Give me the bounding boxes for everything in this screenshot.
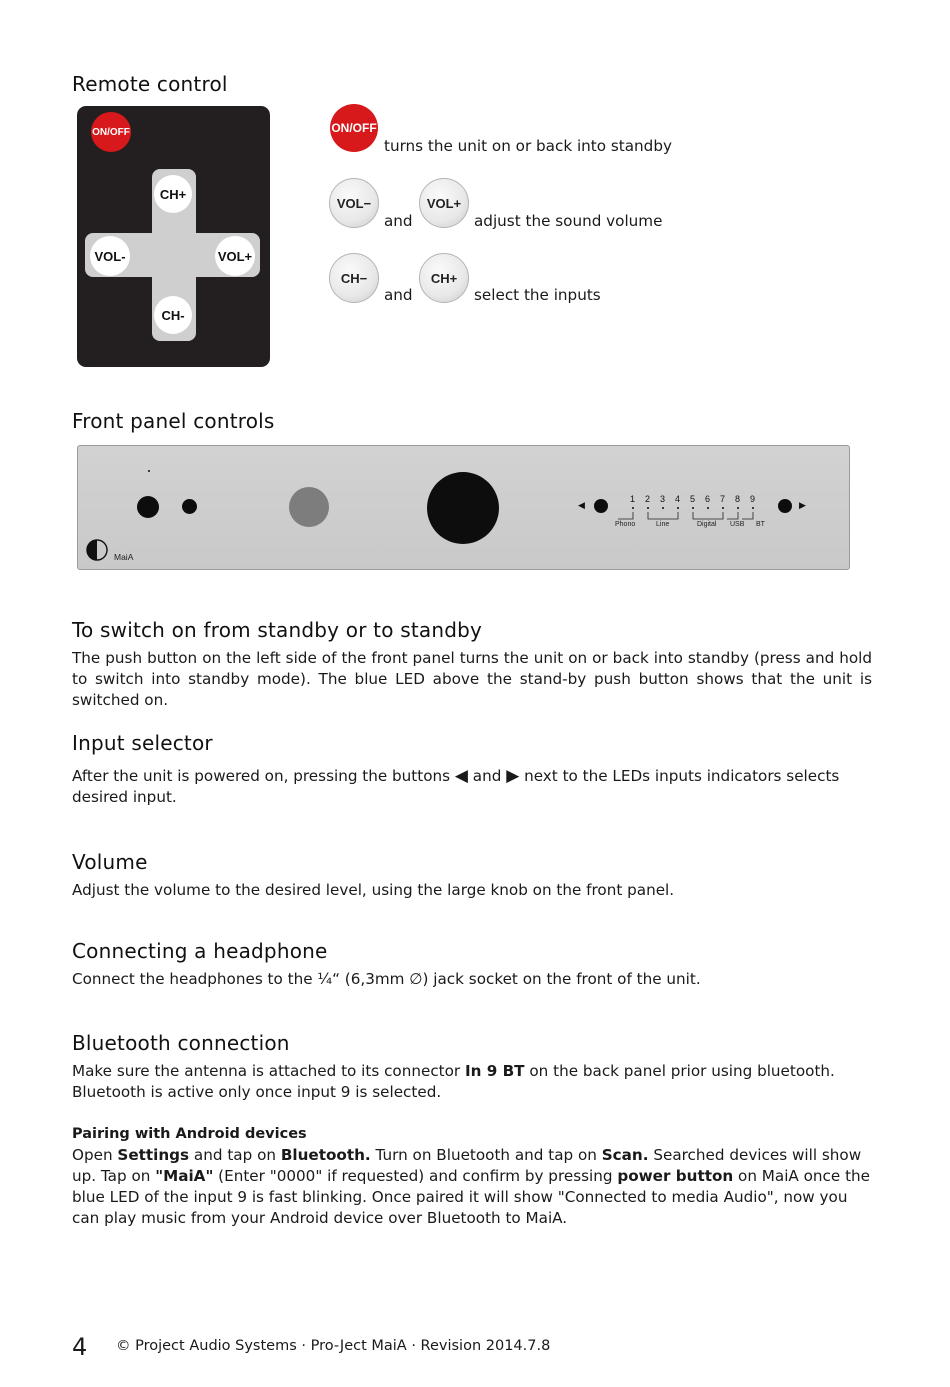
pairing-bold-scan: Scan. xyxy=(601,1146,649,1164)
standby-led xyxy=(148,470,150,472)
input-number: 5 xyxy=(690,494,696,504)
headphone-text: Connect the headphones to the ¼“ (6,3mm ∅) jack socket on the front of the unit. xyxy=(72,970,701,988)
legend-vol-plus-icon: VOL+ xyxy=(419,178,469,228)
pairing-bold-bluetooth: Bluetooth. xyxy=(280,1146,371,1164)
bluetooth-paragraph xyxy=(72,1061,872,1103)
remote-ch-plus-button: CH+ xyxy=(154,175,192,213)
legend-onoff-description: turns the unit on or back into standby xyxy=(384,137,672,155)
pairing-heading: Pairing with Android devices xyxy=(72,1126,307,1142)
input-number: 6 xyxy=(705,494,711,504)
pairing-bold-maia: "MaiA" xyxy=(155,1167,214,1185)
panel-right-arrow: ▶ xyxy=(799,501,806,511)
input-number: 2 xyxy=(645,494,651,504)
input-number: 4 xyxy=(675,494,681,504)
ir-sensor xyxy=(289,487,329,527)
input-selector-text-b: next to the LEDs inputs indicators selects desired input. xyxy=(72,767,840,806)
pairing-text: Searched devices will show up. Tap on xyxy=(72,1146,862,1185)
bluetooth-heading: Bluetooth connection xyxy=(72,1031,290,1055)
panel-model-name: MaiA xyxy=(114,552,134,562)
input-select-left-button xyxy=(594,499,608,513)
legend-channel-description: select the inputs xyxy=(474,286,601,304)
bluetooth-connector-name: In 9 BT xyxy=(465,1062,525,1080)
legend-ch-plus-icon: CH+ xyxy=(419,253,469,303)
group-label-line: Line xyxy=(656,521,670,528)
panel-left-arrow: ◀ xyxy=(578,501,585,511)
standby-heading: To switch on from standby or to standby xyxy=(72,618,483,642)
pairing-text: and tap on xyxy=(189,1146,281,1164)
input-number: 8 xyxy=(735,494,741,504)
front-panel-illustration xyxy=(77,445,850,570)
remote-control-illustration xyxy=(77,106,270,367)
front-panel-heading: Front panel controls xyxy=(72,409,275,433)
input-number: 1 xyxy=(630,494,636,504)
headphone-jack xyxy=(182,499,197,514)
remote-vol-plus-button: VOL+ xyxy=(215,236,255,276)
volume-knob xyxy=(427,472,499,544)
pairing-text: on MaiA once the blue LED of the input 9 is fast blinking. Once paired it will show "Connected to media Audio", now you can play music from your Android device over Bluetooth to MaiA. xyxy=(72,1167,871,1227)
headphone-heading: Connecting a headphone xyxy=(72,939,328,963)
group-label-phono: Phono xyxy=(615,521,636,528)
bluetooth-text-1b: on the back panel prior using bluetooth. xyxy=(524,1062,835,1080)
pairing-text: Turn on Bluetooth and tap on xyxy=(370,1146,602,1164)
input-number: 7 xyxy=(720,494,726,504)
page-number: 4 xyxy=(72,1333,88,1361)
input-selector-text-a: After the unit is powered on, pressing the buttons xyxy=(72,767,451,785)
remote-onoff-button: ON/OFF xyxy=(91,112,131,152)
pairing-bold-settings: Settings xyxy=(117,1146,190,1164)
legend-ch-minus-icon: CH− xyxy=(329,253,379,303)
group-label-usb: USB xyxy=(730,521,745,528)
legend-volume-description: adjust the sound volume xyxy=(474,212,663,230)
volume-text: Adjust the volume to the desired level, using the large knob on the front panel. xyxy=(72,881,675,899)
remote-control-heading: Remote control xyxy=(72,72,228,96)
bluetooth-text-2: Bluetooth is active only once input 9 is selected. xyxy=(72,1083,442,1101)
input-selector-heading: Input selector xyxy=(72,731,213,755)
volume-heading: Volume xyxy=(72,850,148,874)
legend-onoff-icon: ON/OFF xyxy=(330,104,378,152)
remote-ch-minus-button: CH- xyxy=(154,296,192,334)
right-triangle-icon: ▶ xyxy=(506,766,520,786)
standby-text: The push button on the left side of the front panel turns the unit on or back into standby (press and hold to switch into standby mode). The blue LED above the stand-by push button shows that the unit is switched on. xyxy=(72,649,872,709)
legend-and-2: and xyxy=(384,286,413,304)
bluetooth-text-1a: Make sure the antenna is attached to its connector xyxy=(72,1062,465,1080)
left-triangle-icon: ◀ xyxy=(454,766,468,786)
input-group-brackets xyxy=(618,508,778,522)
group-label-bt: BT xyxy=(756,521,765,528)
group-label-digital: Digital xyxy=(697,521,717,528)
pairing-text: (Enter "0000" if requested) and confirm by pressing xyxy=(213,1167,618,1185)
remote-vol-minus-button: VOL- xyxy=(90,236,130,276)
pairing-text: Open xyxy=(72,1146,118,1164)
input-select-right-button xyxy=(778,499,792,513)
legend-vol-minus-icon: VOL− xyxy=(329,178,379,228)
project-logo xyxy=(84,538,110,562)
pairing-bold-power-button: power button xyxy=(617,1167,734,1185)
input-number: 3 xyxy=(660,494,666,504)
input-number: 9 xyxy=(750,494,756,504)
pairing-instructions xyxy=(72,1145,872,1229)
input-selector-text xyxy=(72,766,872,808)
footer-text: © Project Audio Systems · Pro-Ject MaiA · Revision 2014.7.8 xyxy=(116,1338,551,1354)
legend-and-1: and xyxy=(384,212,413,230)
input-selector-and: and xyxy=(472,767,502,785)
standby-button xyxy=(137,496,159,518)
